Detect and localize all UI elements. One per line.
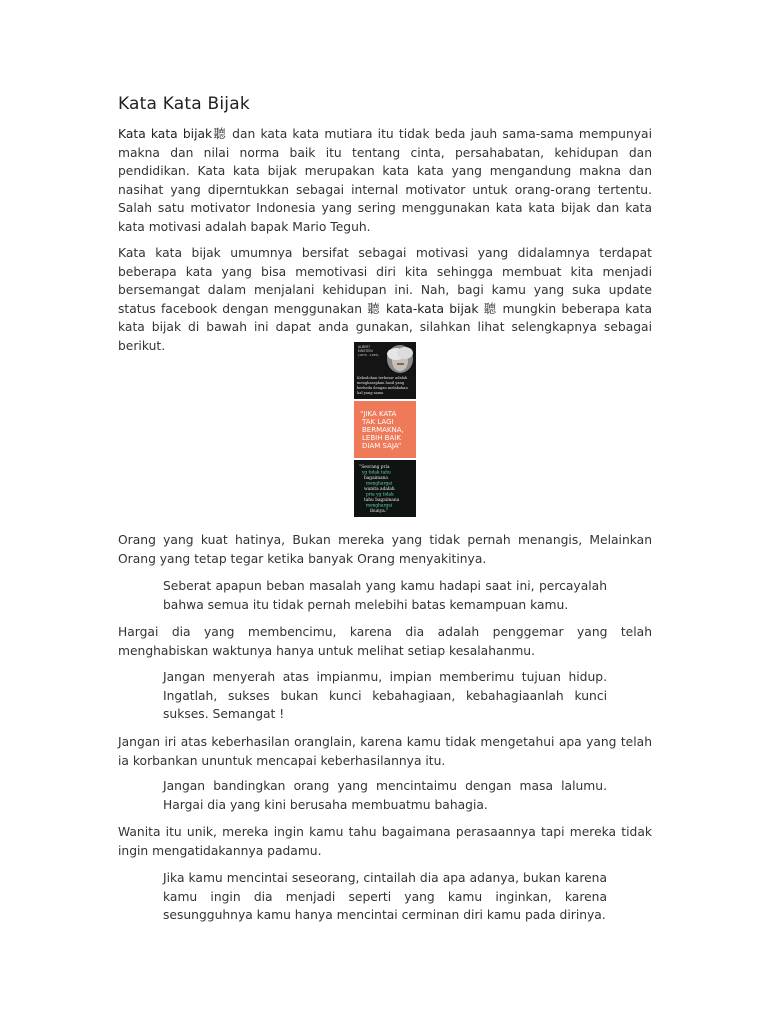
quote-paragraph: Orang yang kuat hatinya, Bukan mereka yang tidak pernah menangis, Melainkan Orang yang tetap tegar ketika banyak Orang menyakitinya.: [118, 533, 652, 566]
kata-kata-bijak-link-2[interactable]: kata-kata bijak: [380, 301, 484, 316]
einstein-years: (1879 - 1955): [358, 353, 379, 357]
indented-quote: Jangan bandingkan orang yang mencintaimu dengan masa lalumu. Hargai dia yang kini berusaha membuatmu bahagia.: [163, 779, 607, 812]
quote-paragraph: Jangan iri atas keberhasilan oranglain, karena kamu tidak mengetahui apa yang telah ia korbankan ununtuk mencapai keberhasilannya itu.: [118, 735, 652, 768]
einstein-quote-image: [354, 342, 416, 399]
second-paragraph: [118, 244, 652, 356]
diam-saja-quote-line: BERMAKNA,: [362, 426, 404, 434]
menghargai-quote-line: tahu bagaimana: [364, 498, 400, 503]
indented-quote: Jangan menyerah atas impianmu, impian memberimu tujuan hidup. Ingatlah, sukses bukan kunci kebahagiaan, kebahagiaanlah kunci sukses. Semangat !: [163, 670, 607, 722]
menghargai-quote-line: ibunya.”: [370, 509, 389, 514]
einstein-name: ALBERT: [358, 345, 371, 349]
menghargai-quote-line: wanita adalah: [364, 487, 395, 492]
second-text-end: mungkin beberapa kata kata bijak di bawah ini dapat anda gunakan, silahkan lihat selengkapnya sebagai berikut.: [118, 301, 652, 353]
intro-paragraph: [118, 125, 652, 237]
diam-saja-quote-line: LEBIH BAIK: [362, 434, 401, 442]
menghargai-quote-line: “Seorang pria: [359, 465, 390, 470]
indented-quote: Seberat apapun beban masalah yang kamu hadapi saat ini, percayalah bahwa semua itu tidak pernah melebihi batas kemampuan kamu.: [163, 579, 607, 612]
quote-paragraph: Wanita itu unik, mereka ingin kamu tahu bagaimana perasaannya tapi mereka tidak ingin mengatidakannya padamu.: [118, 825, 652, 858]
glyph-char: 聽: [212, 127, 227, 141]
menghargai-quote-line: menghargai: [366, 503, 393, 509]
menghargai-quote-image: [354, 460, 416, 517]
menghargai-quote-line: menghargai: [366, 481, 393, 487]
quote-paragraph: Hargai dia yang membencimu, karena dia adalah penggemar yang telah menghabiskan waktunya hanya untuk melihat setiap kesalahanmu.: [118, 625, 652, 658]
page-title: Kata Kata Bijak: [118, 94, 250, 114]
einstein-quote-line: hal yang sama: [357, 391, 384, 395]
glyph-char: 聽: [483, 301, 498, 316]
einstein-quote-line: mengharapkan hasil yang: [357, 381, 405, 385]
diam-saja-quote-line: DIAM SAJA”: [362, 442, 402, 450]
menghargai-quote-line: pria yg tidak: [366, 492, 394, 498]
indented-quote: Jika kamu mencintai seseorang, cintailah dia apa adanya, bukan karena kamu ingin dia menjadi seperti yang kamu inginkan, karena sesungguhnya kamu hanya mencintai cerminan diri kamu pada dirinya.: [163, 871, 607, 923]
einstein-quote-line: Kebodohan terbesar adalah: [357, 376, 408, 380]
einstein-quote-line: berbeda dengan melakukan: [357, 386, 408, 390]
menghargai-quote-line: yg tidak tahu: [362, 470, 391, 476]
diam-saja-quote-line: TAK LAGI: [362, 418, 394, 426]
intro-text: dan kata kata mutiara itu tidak beda jauh sama-sama mempunyai makna dan nilai norma baik itu tentang cinta, persahabatan, kehidupan dan pendidikan. Kata kata bijak merupakan kata kata yang mengandung makna dan nasihat yang diperntukkan sebagai internal motivator untuk orang-orang tertentu. Salah satu motivator Indonesia yang sering menggunakan kata kata bijak dan kata kata motivasi adalah bapak Mario Teguh.: [118, 127, 652, 234]
diam-saja-quote-line: “JIKA KATA: [360, 410, 397, 418]
einstein-name: EINSTEIN: [358, 349, 373, 353]
menghargai-quote-line: bagaimana: [364, 476, 388, 481]
quote-images: [354, 342, 416, 519]
second-text-start: Kata kata bijak umumnya bersifat sebagai motivasi yang didalamnya terdapat beberapa kata yang bisa memotivasi diri kita sehingga membuat kita menjadi bersemangat dalam menjalani kehidupan ini. Nah, bagi kamu yang suka update status facebook dengan menggunakan: [118, 246, 652, 316]
diam-saja-quote-image: [354, 401, 416, 458]
kata-kata-bijak-link[interactable]: Kata kata bijak: [118, 127, 213, 141]
glyph-char: 聽: [367, 301, 381, 316]
